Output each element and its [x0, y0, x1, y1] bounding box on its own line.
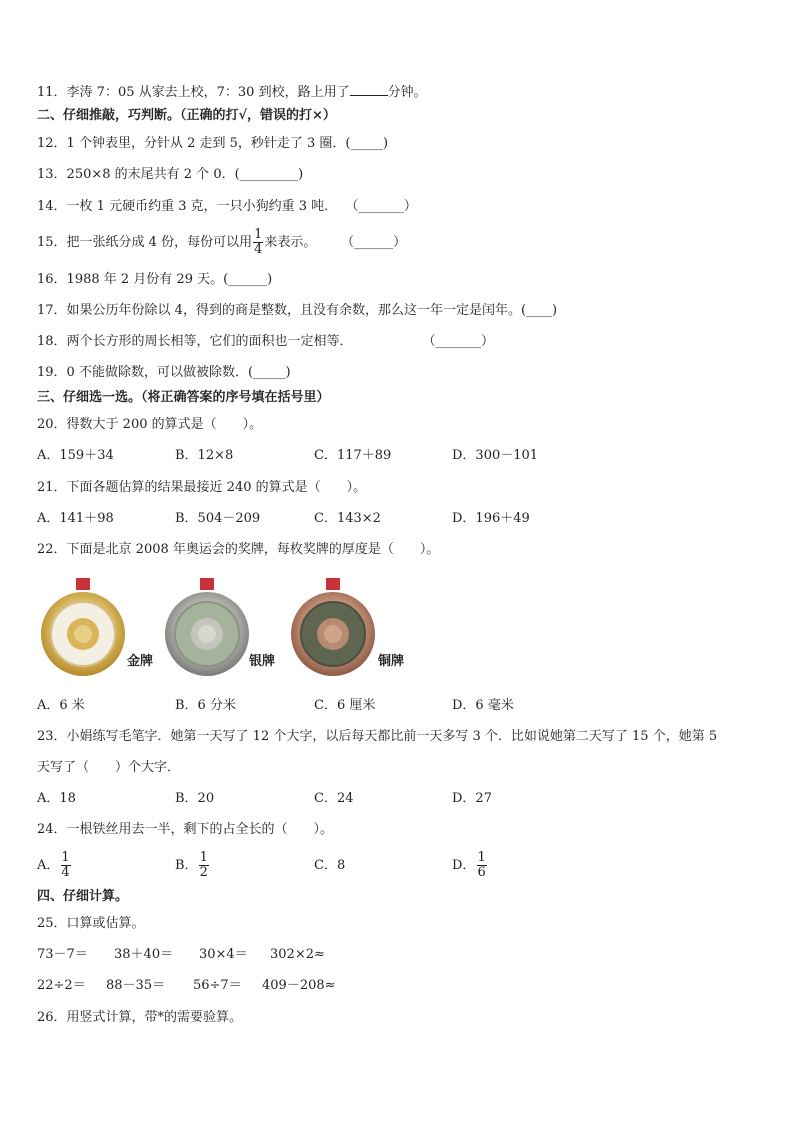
question-24: 24．一根铁丝用去一半，剩下的占全长的（ ）。: [37, 822, 334, 837]
calc-item[interactable]: 73－7＝: [37, 947, 88, 962]
calc-item[interactable]: 30×4＝: [199, 947, 248, 962]
option-d[interactable]: D．196＋49: [452, 511, 530, 526]
question-21: 21．下面各题估算的结果最接近 240 的算式是（ ）。: [37, 480, 367, 495]
fraction: [198, 851, 210, 880]
answer-blank[interactable]: [350, 84, 388, 96]
option-b[interactable]: B．6 分米: [175, 698, 236, 713]
calc-item[interactable]: 38＋40＝: [114, 947, 174, 962]
gold-medal-label: 金牌: [127, 654, 154, 669]
answer-paren[interactable]: (____): [520, 303, 558, 318]
question-12: [37, 136, 388, 152]
option-d[interactable]: D．27: [452, 791, 492, 806]
option-c[interactable]: C．117＋89: [314, 448, 392, 463]
question-19-text: 19．0 不能做除数，可以做被除数．: [37, 365, 248, 380]
medals-image: [36, 578, 416, 678]
option-label: D．: [452, 858, 476, 873]
fraction-numerator: 1: [477, 850, 486, 865]
option-d[interactable]: [452, 848, 488, 884]
fraction: [252, 228, 264, 257]
option-d[interactable]: D．6 毫米: [452, 698, 514, 713]
bronze-medal-label: 铜牌: [378, 654, 405, 669]
ribbon: [76, 578, 90, 590]
question-15-text: 15．把一张纸分成 4 份，每份可以用: [37, 235, 253, 250]
question-12-text: 12．1 个钟表里，分针从 2 走到 5，秒针走了 3 圈．: [37, 136, 346, 151]
question-17: [37, 303, 557, 319]
calc-item[interactable]: 56÷7＝: [193, 978, 242, 993]
section-3-heading: 三、仔细选一选。（将正确答案的序号填在括号里）: [37, 390, 330, 405]
fraction-numerator: 1: [199, 850, 208, 865]
question-14-text: 14．一枚 1 元硬币约重 3 克，一只小狗约重 3 吨．: [37, 199, 338, 214]
option-a[interactable]: A．6 米: [37, 698, 85, 713]
fraction-denominator: 4: [61, 865, 70, 880]
question-11: [37, 84, 427, 101]
question-18: [37, 334, 494, 350]
fraction-numerator: 1: [254, 227, 263, 242]
answer-paren[interactable]: （______）: [341, 235, 407, 250]
fraction-denominator: 4: [254, 242, 263, 257]
silver-medal-label: 银牌: [249, 654, 276, 669]
question-23-line-1: 23．小娟练写毛笔字．她第一天写了 12 个大字，以后每天都比前一天多写 3 个．比如说她第二天写了 15 个，她第 5: [37, 729, 718, 744]
option-label: A．: [37, 858, 60, 873]
answer-paren[interactable]: （_______）: [422, 334, 495, 349]
fraction: [59, 851, 71, 880]
option-c[interactable]: C．143×2: [314, 511, 381, 526]
option-a[interactable]: A．159＋34: [37, 448, 114, 463]
question-13-text: 13．250×8 的末尾共有 2 个 0．: [37, 167, 235, 182]
question-18-text: 18．两个长方形的周长相等，它们的面积也一定相等．: [37, 334, 353, 349]
question-26: 26．用竖式计算，带*的需要验算。: [37, 1010, 243, 1025]
olympic-medals-illustration: [36, 578, 416, 678]
question-17-text: 17．如果公历年份除以 4，得到的商是整数，且没有余数，那么这一年一定是闰年。: [37, 303, 521, 318]
section-4-heading: 四、仔细计算。: [37, 889, 129, 904]
question-19: [37, 365, 291, 381]
answer-paren[interactable]: (_____): [247, 365, 291, 380]
calc-item[interactable]: 409－208≈: [262, 978, 336, 993]
fraction-denominator: 2: [199, 865, 208, 880]
option-a[interactable]: A．18: [37, 791, 76, 806]
answer-paren[interactable]: (_________): [234, 167, 304, 182]
calc-item[interactable]: 22÷2＝: [37, 978, 86, 993]
question-25: 25．口算或估算。: [37, 916, 145, 931]
option-b[interactable]: B．504－209: [175, 511, 261, 526]
question-23-line-2: 天写了（ ）个大字．: [37, 760, 181, 775]
question-22: 22．下面是北京 2008 年奥运会的奖牌，每枚奖牌的厚度是（ ）。: [37, 542, 440, 557]
fraction-numerator: 1: [61, 850, 70, 865]
option-c[interactable]: C．24: [314, 791, 354, 806]
answer-paren[interactable]: （_______）: [345, 199, 417, 214]
option-b[interactable]: B．20: [175, 791, 215, 806]
answer-paren[interactable]: (_____): [345, 136, 389, 151]
fraction-denominator: 6: [477, 865, 486, 880]
option-label: B．: [175, 858, 198, 873]
section-2-heading: 二、仔细推敲，巧判断。（正确的打√，错误的打×）: [37, 108, 336, 123]
question-11-suffix: 分钟。: [387, 85, 427, 100]
question-15-suffix: 来表示。: [264, 235, 317, 250]
fraction: [475, 851, 487, 880]
question-16: [37, 272, 272, 288]
question-15: [37, 228, 406, 258]
option-c[interactable]: C．8: [314, 858, 346, 873]
option-b[interactable]: [175, 848, 210, 884]
question-11-text: 11．李涛 7：05 从家去上校，7：30 到校，路上用了: [37, 85, 350, 100]
option-a[interactable]: [37, 848, 72, 884]
option-a[interactable]: A．141＋98: [37, 511, 114, 526]
calc-item[interactable]: 88－35＝: [106, 978, 166, 993]
question-20: 20．得数大于 200 的算式是（ ）。: [37, 417, 263, 432]
option-b[interactable]: B．12×8: [175, 448, 234, 463]
question-13: [37, 167, 303, 183]
question-14: [37, 199, 417, 215]
option-c[interactable]: C．6 厘米: [314, 698, 376, 713]
option-d[interactable]: D．300－101: [452, 448, 539, 463]
calc-item[interactable]: 302×2≈: [270, 947, 325, 962]
question-16-text: 16．1988 年 2 月份有 29 天。: [37, 272, 224, 287]
answer-paren[interactable]: (______): [223, 272, 273, 287]
